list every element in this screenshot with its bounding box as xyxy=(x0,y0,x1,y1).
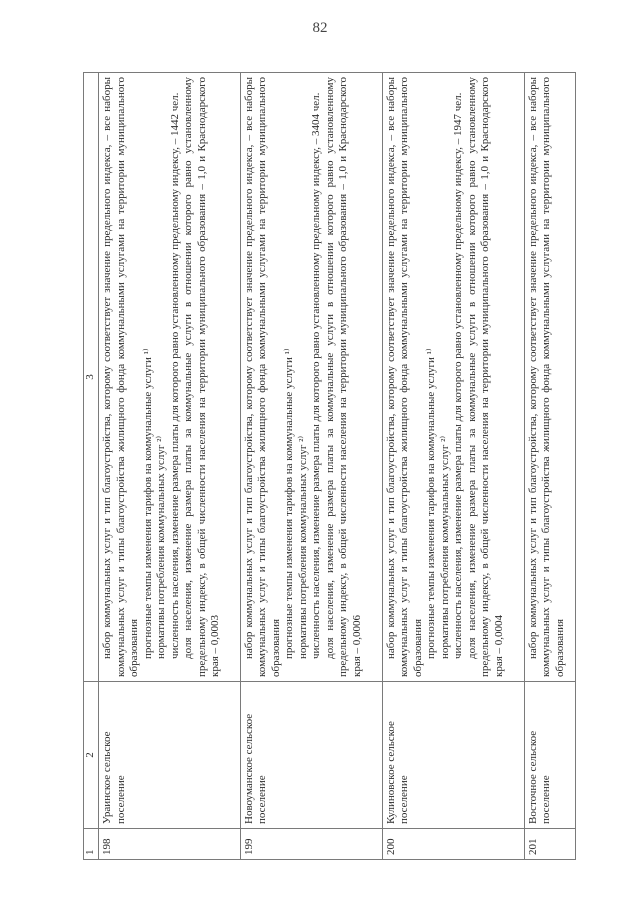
description-paragraph: нормативы потребления коммунальных услуг ²⁾ xyxy=(296,435,309,659)
header-col-3: 3 xyxy=(84,73,99,682)
description-paragraph: набор коммунальных услуг и тип благоустройства, которому соответствует значение предельного индекса, – все наборы коммунальных услуг и типы благоустройства жилищного фонда коммунальными услугами на территории муниципального образования xyxy=(242,77,282,677)
description-paragraph: прогнозные темпы изменения тарифов на коммунальные услуги ¹⁾ xyxy=(283,348,296,659)
rotated-table-container xyxy=(83,72,576,860)
description-paragraph: набор коммунальных услуг и тип благоустройства, которому соответствует значение предельного индекса, – все наборы коммунальных услуг и типы благоустройства жилищного фонда коммунальными услугами на территории муниципального образования xyxy=(101,77,140,677)
description-paragraph: набор коммунальных услуг и тип благоустройства, которому соответствует значение предельного индекса, – все наборы коммунальных услуг и типы благоустройства жилищного фонда коммунальными услугами на территории муниципального образования xyxy=(526,77,566,677)
settlement-name: Восточное сельское поселение xyxy=(524,682,575,829)
description-paragraph: численность населения, изменение размера платы для которого равно установленному предельному индексу, – 3404 чел. xyxy=(310,92,323,659)
settlement-name: Кулиновское сельское поселение xyxy=(382,682,524,829)
description-cell xyxy=(524,73,575,682)
row-number: 201 xyxy=(524,829,575,860)
description-paragraph: нормативы потребления коммунальных услуг ²⁾ xyxy=(155,435,167,659)
description-paragraph: численность населения, изменение размера платы для которого равно установленному предельному индексу, – 1947 чел. xyxy=(452,92,465,659)
settlement-name: Ураинское сельское поселение xyxy=(99,682,241,829)
description-paragraph: доля населения, изменение размера платы за коммунальные услуги в отношении которого равно установленному предельному индексу, в общей численности населения на территории муниципального образования – 1,0 и Краснодарского края – 0,0003 xyxy=(182,77,221,677)
description-paragraph: прогнозные темпы изменения тарифов на коммунальные услуги ¹⁾ xyxy=(425,348,438,659)
description-cell xyxy=(240,73,382,682)
row-number: 200 xyxy=(382,829,524,860)
description-cell xyxy=(99,73,241,682)
table-row xyxy=(99,73,241,860)
table-row xyxy=(240,73,382,860)
table-header-row xyxy=(84,73,99,860)
description-paragraph: доля населения, изменение размера платы за коммунальные услуги в отношении которого равно установленному предельному индексу, в общей численности населения на территории муниципального образования – 1,0 и Краснодарского края – 0,0006 xyxy=(323,77,363,677)
table-body xyxy=(99,73,576,860)
header-col-1: 1 xyxy=(84,829,99,860)
page-number: 82 xyxy=(312,20,328,36)
table-row xyxy=(524,73,575,860)
description-paragraph: прогнозные темпы изменения тарифов на коммунальные услуги ¹⁾ xyxy=(141,348,154,659)
description-paragraph: численность населения, изменение размера платы для которого равно установленному предельному индексу, – 1442 чел. xyxy=(168,92,181,659)
settlement-name: Новоуманское сельское поселение xyxy=(240,682,382,829)
description-paragraph: набор коммунальных услуг и тип благоустройства, которому соответствует значение предельного индекса, – все наборы коммунальных услуг и типы благоустройства жилищного фонда коммунальными услугами на территории муниципального образования xyxy=(384,77,424,677)
description-paragraph: доля населения, изменение размера платы за коммунальные услуги в отношении которого равно установленному предельному индексу, в общей численности населения на территории муниципального образования – 1,0 и Краснодарского края – 0,0004 xyxy=(465,77,505,677)
row-number: 199 xyxy=(240,829,382,860)
description-paragraph: нормативы потребления коммунальных услуг ²⁾ xyxy=(438,435,451,659)
indices-table xyxy=(83,72,576,860)
description-cell xyxy=(382,73,524,682)
table-row xyxy=(382,73,524,860)
header-col-2: 2 xyxy=(84,682,99,829)
row-number: 198 xyxy=(99,829,241,860)
